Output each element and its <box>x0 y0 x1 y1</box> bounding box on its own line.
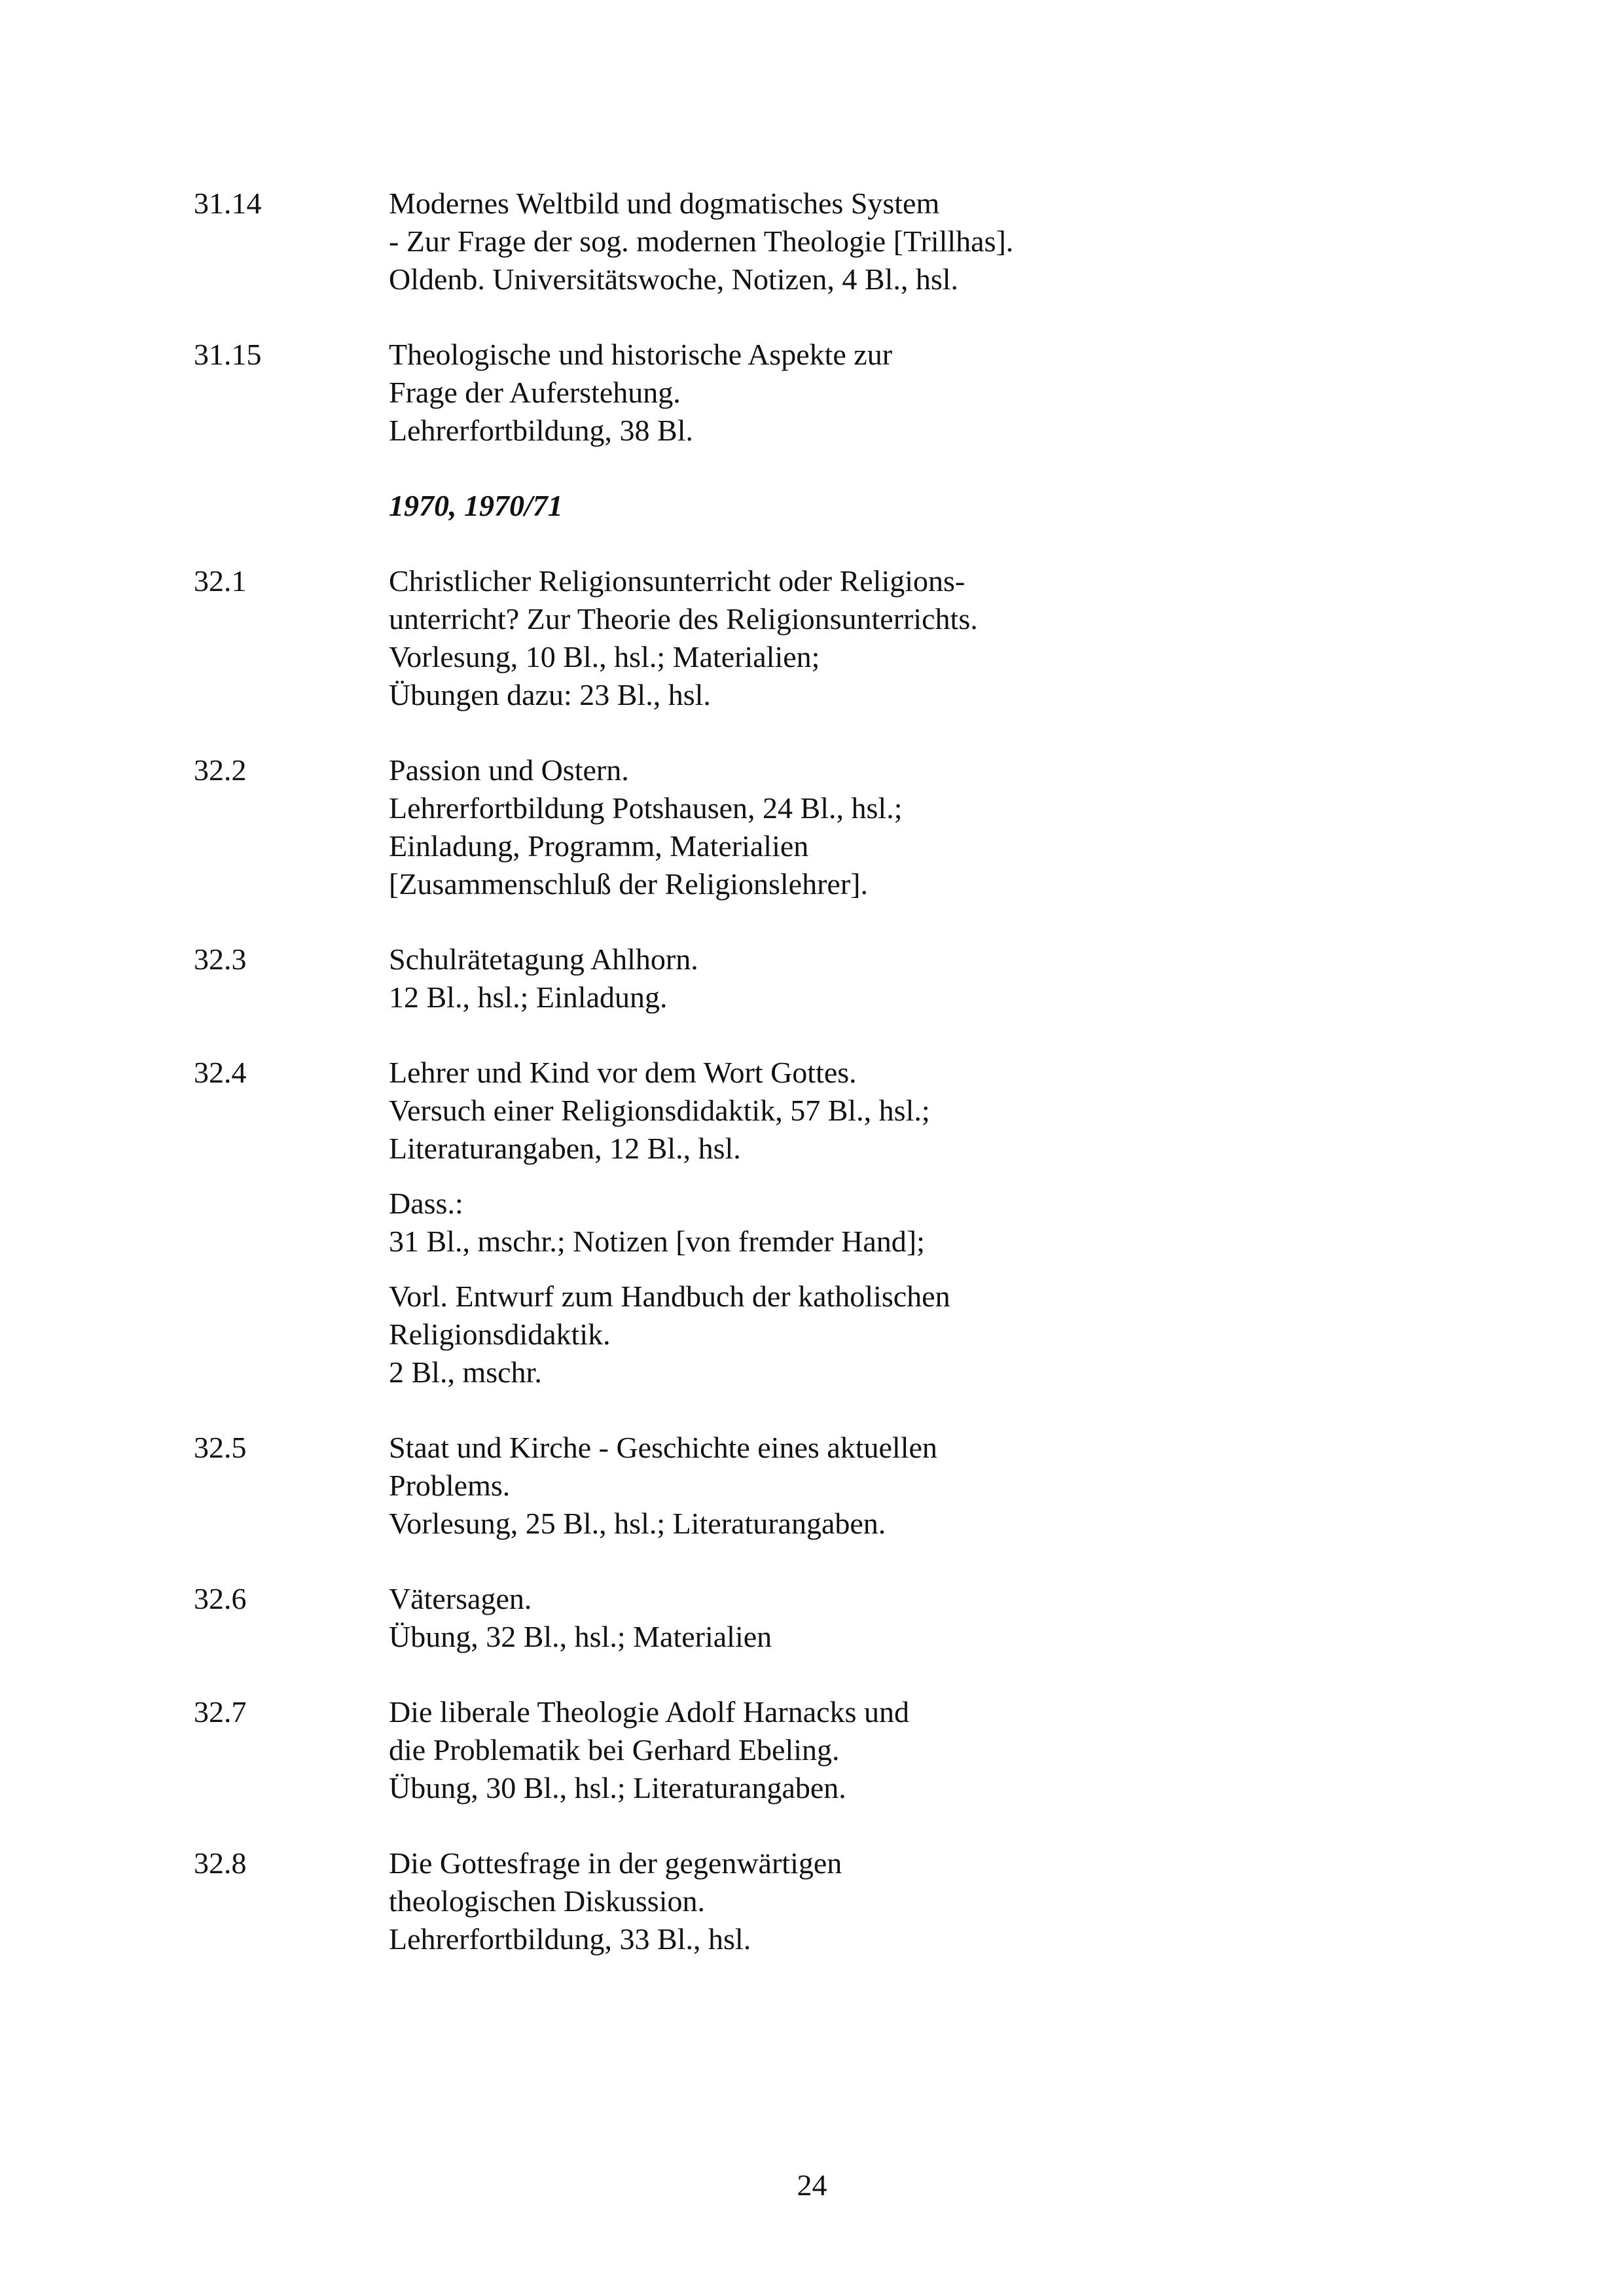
entry-number: 32.1 <box>194 564 247 598</box>
entry-line: Übung, 32 Bl., hsl.; Materialien <box>389 1620 772 1653</box>
entry-line: Übungen dazu: 23 Bl., hsl. <box>389 678 711 711</box>
entry-paragraph <box>389 1844 1515 1958</box>
entry-line: unterricht? Zur Theorie des Religionsunterrichts. <box>389 602 978 636</box>
catalog-entry <box>0 751 1624 903</box>
entry-description <box>389 1429 1515 1543</box>
entry-number: 32.8 <box>194 1846 247 1880</box>
entry-number: 32.3 <box>194 942 247 976</box>
entry-line: Versuch einer Religionsdidaktik, 57 Bl., hsl.; <box>389 1094 930 1127</box>
catalog-entry <box>0 562 1624 714</box>
entry-description <box>389 562 1515 714</box>
entry-line: Dass.: <box>389 1187 463 1220</box>
entry-description <box>389 336 1515 450</box>
entry-line: Passion und Ostern. <box>389 753 629 787</box>
entry-number: 32.4 <box>194 1056 247 1089</box>
catalog-entry <box>0 1429 1624 1543</box>
entry-line: Lehrer und Kind vor dem Wort Gottes. <box>389 1056 857 1089</box>
entry-line: Staat und Kirche - Geschichte eines aktuellen <box>389 1431 937 1464</box>
section-heading: 1970, 1970/71 <box>389 489 563 522</box>
entry-line: Lehrerfortbildung Potshausen, 24 Bl., hsl.; <box>389 791 903 825</box>
entry-description <box>389 1693 1515 1807</box>
entry-paragraph <box>389 185 1515 298</box>
entry-line: Schulrätetagung Ahlhorn. <box>389 942 698 976</box>
entry-line: Theologische und historische Aspekte zur <box>389 338 893 371</box>
entry-paragraph <box>389 1054 1515 1168</box>
entry-paragraph <box>389 1693 1515 1807</box>
entry-number: 32.6 <box>194 1582 247 1615</box>
catalog-entry <box>0 1054 1624 1391</box>
entry-line: Religionsdidaktik. <box>389 1318 611 1351</box>
entry-number: 32.2 <box>194 753 247 787</box>
catalog-entry <box>0 1693 1624 1807</box>
entry-paragraph <box>389 941 1515 1016</box>
entry-number: 32.7 <box>194 1695 247 1729</box>
entry-paragraph <box>389 1580 1515 1656</box>
entry-paragraph <box>389 336 1515 450</box>
entry-line: Übung, 30 Bl., hsl.; Literaturangaben. <box>389 1771 846 1804</box>
entry-line: Die liberale Theologie Adolf Harnacks und <box>389 1695 909 1729</box>
entry-number: 32.5 <box>194 1431 247 1464</box>
entry-line: Lehrerfortbildung, 33 Bl., hsl. <box>389 1922 751 1956</box>
entry-description <box>389 1580 1515 1656</box>
entry-line: Vorlesung, 10 Bl., hsl.; Materialien; <box>389 640 820 673</box>
entry-paragraph <box>389 1429 1515 1543</box>
entry-line: Frage der Auferstehung. <box>389 376 681 409</box>
entry-description <box>389 751 1515 903</box>
entry-line: [Zusammenschluß der Religionslehrer]. <box>389 867 868 901</box>
entry-line: Vorl. Entwurf zum Handbuch der katholischen <box>389 1280 950 1313</box>
entry-line: Vorlesung, 25 Bl., hsl.; Literaturangaben. <box>389 1507 886 1540</box>
entry-number: 31.15 <box>194 338 262 371</box>
catalog-entry <box>0 336 1624 450</box>
entry-line: 2 Bl., mschr. <box>389 1355 542 1389</box>
entry-line: Problems. <box>389 1469 511 1502</box>
entry-number: 31.14 <box>194 187 262 220</box>
entry-line: die Problematik bei Gerhard Ebeling. <box>389 1733 840 1767</box>
catalog-entry <box>0 1580 1624 1656</box>
entry-description <box>389 1844 1515 1958</box>
entry-paragraph <box>389 1185 1515 1261</box>
entry-line: 12 Bl., hsl.; Einladung. <box>389 980 668 1014</box>
entry-line: Oldenb. Universitätswoche, Notizen, 4 Bl., hsl. <box>389 262 959 296</box>
entry-paragraph <box>389 751 1515 903</box>
section <box>0 487 1624 1958</box>
entry-line: Modernes Weltbild und dogmatisches System <box>389 187 940 220</box>
section <box>0 185 1624 450</box>
entry-line: Christlicher Religionsunterricht oder Religions- <box>389 564 965 598</box>
entry-description <box>389 941 1515 1016</box>
entry-line: theologischen Diskussion. <box>389 1884 705 1918</box>
entry-line: Vätersagen. <box>389 1582 532 1615</box>
entry-paragraph <box>389 562 1515 714</box>
entry-description <box>389 185 1515 298</box>
entry-line: - Zur Frage der sog. modernen Theologie [Trillhas]. <box>389 224 1014 258</box>
entry-line: Einladung, Programm, Materialien <box>389 829 809 863</box>
document-content <box>0 185 1624 1996</box>
entry-line: Lehrerfortbildung, 38 Bl. <box>389 414 694 447</box>
entry-description <box>389 1054 1515 1391</box>
catalog-entry <box>0 941 1624 1016</box>
entry-line: 31 Bl., mschr.; Notizen [von fremder Hand]; <box>389 1225 925 1258</box>
entry-line: Literaturangaben, 12 Bl., hsl. <box>389 1132 741 1165</box>
catalog-entry <box>0 1844 1624 1958</box>
catalog-entry <box>0 185 1624 298</box>
entry-line: Die Gottesfrage in der gegenwärtigen <box>389 1846 842 1880</box>
page-number: 24 <box>797 2168 827 2202</box>
entry-paragraph <box>389 1278 1515 1391</box>
